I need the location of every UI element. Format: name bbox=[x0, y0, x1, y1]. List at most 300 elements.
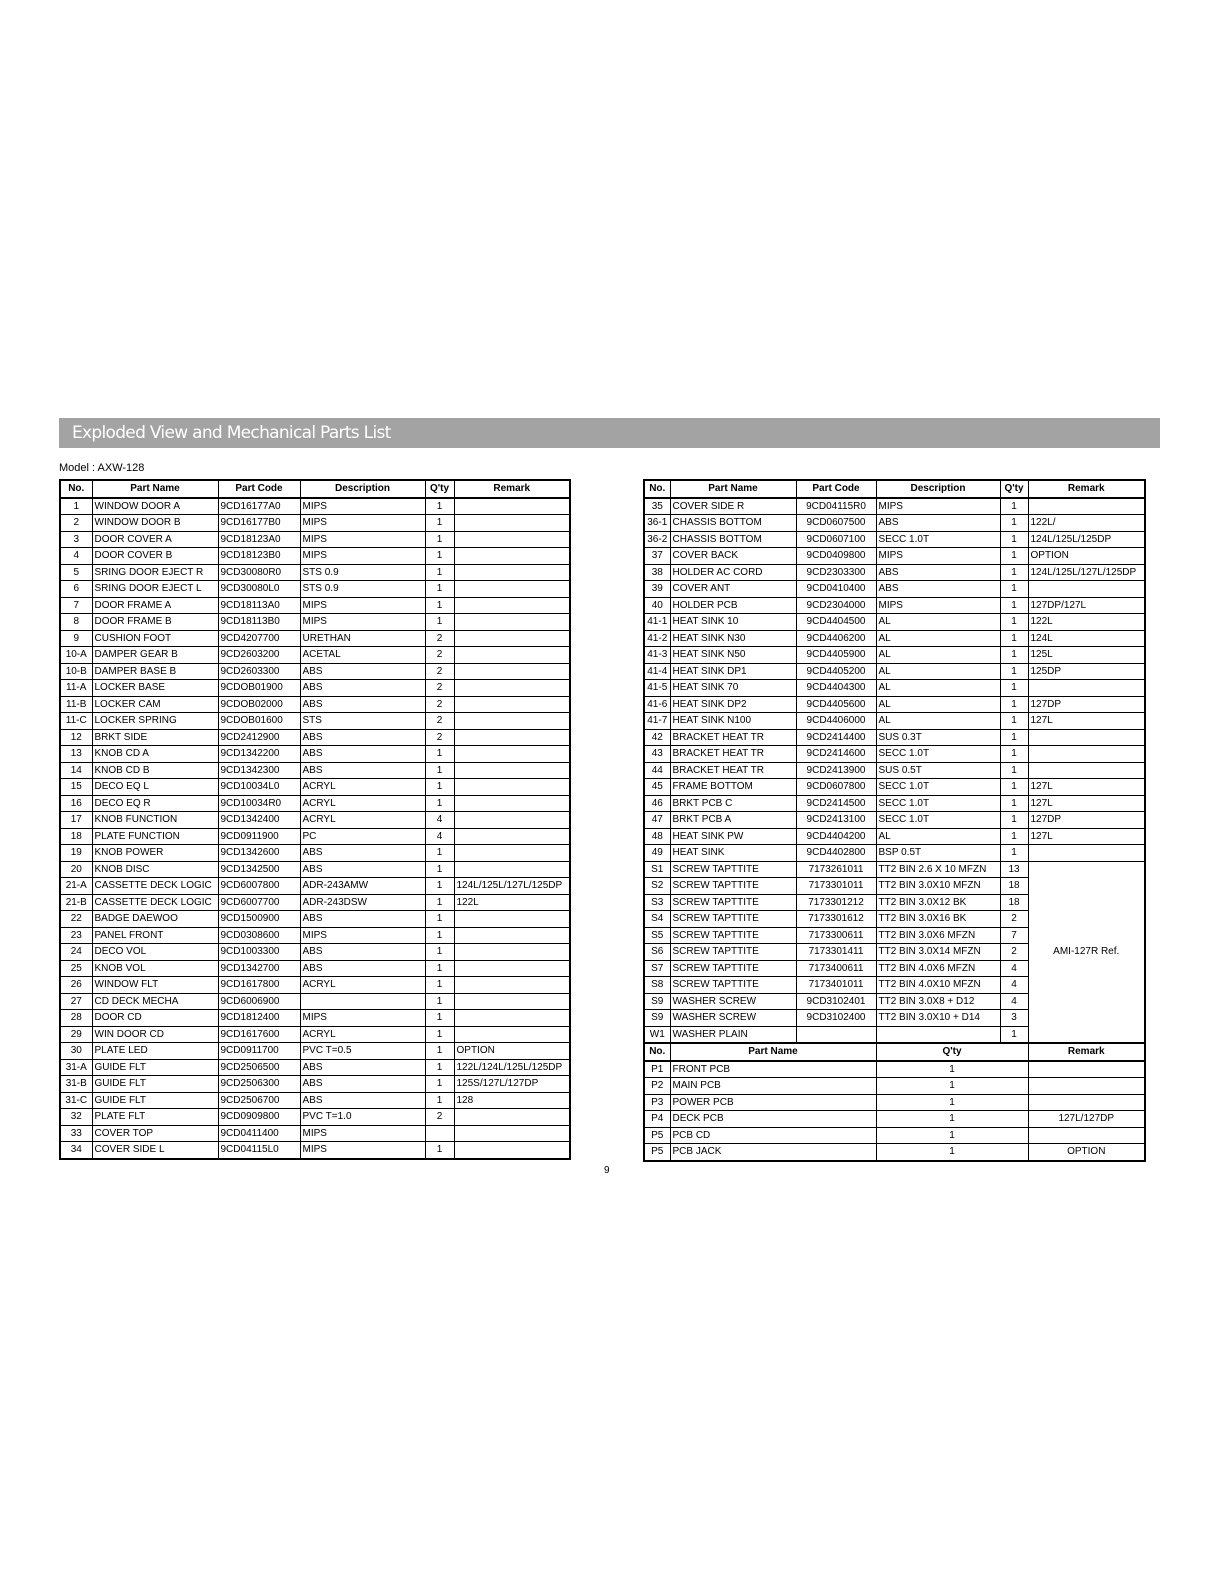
cell-remark bbox=[1028, 746, 1145, 763]
col-part-name: Part Name bbox=[670, 480, 796, 498]
cell-remark bbox=[454, 713, 570, 730]
cell-part-name: SRING DOOR EJECT R bbox=[92, 564, 218, 581]
cell-description: ABS bbox=[300, 680, 425, 697]
cell-part-name: WINDOW DOOR B bbox=[92, 515, 218, 532]
cell-qty: 4 bbox=[425, 828, 454, 845]
cell-part-code: 9CD0911900 bbox=[218, 828, 300, 845]
col-remark: Remark bbox=[1028, 480, 1145, 498]
cell-part-code: 9CD18123A0 bbox=[218, 531, 300, 548]
cell-part-name: FRAME BOTTOM bbox=[670, 779, 796, 796]
cell-no: 44 bbox=[644, 762, 670, 779]
cell-description: MIPS bbox=[300, 927, 425, 944]
cell-part-name: CHASSIS BOTTOM bbox=[670, 515, 796, 532]
cell-no: W1 bbox=[644, 1026, 670, 1043]
table-row bbox=[644, 614, 1145, 631]
cell-qty: 1 bbox=[425, 1092, 454, 1109]
cell-part-code: 9CD0410400 bbox=[796, 581, 876, 598]
cell-qty: 1 bbox=[425, 845, 454, 862]
cell-no: 24 bbox=[60, 944, 92, 961]
cell-description: ACETAL bbox=[300, 647, 425, 664]
cell-part-name: HEAT SINK DP1 bbox=[670, 663, 796, 680]
cell-description: ACRYL bbox=[300, 1026, 425, 1043]
cell-qty: 1 bbox=[1000, 581, 1028, 598]
cell-no: S9 bbox=[644, 1010, 670, 1027]
cell-no: S8 bbox=[644, 977, 670, 994]
cell-qty: 1 bbox=[425, 779, 454, 796]
cell-part-code: 9CD2304000 bbox=[796, 597, 876, 614]
cell-remark: OPTION bbox=[1028, 548, 1145, 565]
table-row bbox=[60, 515, 570, 532]
cell-qty: 1 bbox=[1000, 498, 1028, 515]
table-row bbox=[644, 498, 1145, 515]
table-row bbox=[60, 762, 570, 779]
cell-part-name: HEAT SINK DP2 bbox=[670, 696, 796, 713]
cell-part-name: SCREW TAPTTITE bbox=[670, 878, 796, 895]
cell-qty: 2 bbox=[425, 713, 454, 730]
table-row bbox=[644, 1144, 1145, 1161]
cell-remark: 127L bbox=[1028, 713, 1145, 730]
cell-part-name: DOOR CD bbox=[92, 1010, 218, 1027]
cell-part-name: WINDOW FLT bbox=[92, 977, 218, 994]
cell-remark bbox=[454, 680, 570, 697]
cell-remark bbox=[454, 696, 570, 713]
cell-part-code: 9CD04115R0 bbox=[796, 498, 876, 515]
cell-description: ABS bbox=[300, 1059, 425, 1076]
cell-part-name: SCREW TAPTTITE bbox=[670, 861, 796, 878]
cell-qty: 1 bbox=[876, 1144, 1028, 1161]
cell-part-code: 7173401011 bbox=[796, 977, 876, 994]
cell-part-code: 7173301011 bbox=[796, 878, 876, 895]
cell-part-code: 9CD0308600 bbox=[218, 927, 300, 944]
cell-remark bbox=[454, 1026, 570, 1043]
cell-part-code: 9CD4404300 bbox=[796, 680, 876, 697]
cell-no: S5 bbox=[644, 927, 670, 944]
cell-part-name: KNOB CD B bbox=[92, 762, 218, 779]
table-row bbox=[644, 1078, 1145, 1095]
cell-description: AL bbox=[876, 647, 1000, 664]
cell-remark: 124L/125L/127L/125DP bbox=[1028, 564, 1145, 581]
cell-qty: 1 bbox=[1000, 713, 1028, 730]
cell-remark bbox=[454, 630, 570, 647]
cell-description: TT2 BIN 4.0X10 MFZN bbox=[876, 977, 1000, 994]
cell-remark bbox=[454, 1109, 570, 1126]
cell-part-name: KNOB DISC bbox=[92, 861, 218, 878]
cell-no: 12 bbox=[60, 729, 92, 746]
table-row bbox=[60, 977, 570, 994]
table-row bbox=[60, 960, 570, 977]
cell-qty: 1 bbox=[1000, 597, 1028, 614]
col-part-code: Part Code bbox=[218, 480, 300, 498]
cell-remark bbox=[454, 531, 570, 548]
page-number: 9 bbox=[604, 1165, 610, 1176]
col-no: No. bbox=[644, 480, 670, 498]
col-remark: Remark bbox=[1028, 1043, 1145, 1061]
table-row bbox=[60, 828, 570, 845]
cell-no: 41-6 bbox=[644, 696, 670, 713]
cell-remark bbox=[454, 647, 570, 664]
cell-remark bbox=[1028, 581, 1145, 598]
cell-qty: 1 bbox=[425, 1043, 454, 1060]
cell-description: SUS 0.3T bbox=[876, 729, 1000, 746]
cell-remark bbox=[454, 548, 570, 565]
cell-part-code: 9CD4402800 bbox=[796, 845, 876, 862]
cell-qty: 1 bbox=[876, 1061, 1028, 1078]
cell-no: 34 bbox=[60, 1142, 92, 1159]
cell-part-code: 9CD18113A0 bbox=[218, 597, 300, 614]
cell-description: PVC T=1.0 bbox=[300, 1109, 425, 1126]
table-row bbox=[60, 663, 570, 680]
cell-description: ABS bbox=[300, 746, 425, 763]
cell-remark bbox=[454, 960, 570, 977]
cell-no: 21-B bbox=[60, 894, 92, 911]
cell-part-name: FRONT PCB bbox=[670, 1061, 876, 1078]
table-row bbox=[644, 762, 1145, 779]
cell-no: 3 bbox=[60, 531, 92, 548]
table-row bbox=[60, 779, 570, 796]
cell-remark bbox=[1028, 762, 1145, 779]
cell-qty: 1 bbox=[425, 597, 454, 614]
cell-description: ACRYL bbox=[300, 977, 425, 994]
cell-part-code: 9CD4207700 bbox=[218, 630, 300, 647]
cell-remark bbox=[1028, 1078, 1145, 1095]
cell-no: 39 bbox=[644, 581, 670, 598]
cell-qty: 18 bbox=[1000, 878, 1028, 895]
table-row bbox=[60, 630, 570, 647]
cell-description: STS bbox=[300, 713, 425, 730]
cell-qty: 1 bbox=[1000, 828, 1028, 845]
cell-qty: 1 bbox=[1000, 663, 1028, 680]
cell-description: ABS bbox=[300, 960, 425, 977]
cell-part-code: 9CD2414600 bbox=[796, 746, 876, 763]
cell-qty: 1 bbox=[1000, 812, 1028, 829]
cell-qty: 1 bbox=[425, 944, 454, 961]
col-part-name: Part Name bbox=[670, 1043, 876, 1061]
table-row bbox=[60, 1010, 570, 1027]
table-header bbox=[644, 480, 1145, 498]
cell-description: SECC 1.0T bbox=[876, 795, 1000, 812]
cell-remark bbox=[1028, 680, 1145, 697]
cell-description: TT2 BIN 3.0X12 BK bbox=[876, 894, 1000, 911]
cell-qty: 2 bbox=[425, 696, 454, 713]
parts-table-left bbox=[59, 479, 571, 1160]
cell-no: 19 bbox=[60, 845, 92, 862]
cell-remark: 127DP bbox=[1028, 812, 1145, 829]
cell-no: 10-B bbox=[60, 663, 92, 680]
cell-part-code: 9CD6007800 bbox=[218, 878, 300, 895]
cell-description bbox=[876, 1026, 1000, 1043]
table-row bbox=[60, 861, 570, 878]
table-row bbox=[60, 564, 570, 581]
cell-part-code: 9CD0607500 bbox=[796, 515, 876, 532]
cell-no: 9 bbox=[60, 630, 92, 647]
cell-description: ACRYL bbox=[300, 795, 425, 812]
cell-remark bbox=[1028, 1094, 1145, 1111]
cell-qty: 1 bbox=[1000, 729, 1028, 746]
cell-no: 22 bbox=[60, 911, 92, 928]
cell-part-name: COVER TOP bbox=[92, 1125, 218, 1142]
cell-remark bbox=[454, 927, 570, 944]
cell-part-name: WINDOW DOOR A bbox=[92, 498, 218, 515]
cell-description: ABS bbox=[300, 911, 425, 928]
cell-description bbox=[300, 993, 425, 1010]
cell-qty: 1 bbox=[425, 911, 454, 928]
cell-no: 33 bbox=[60, 1125, 92, 1142]
col-remark: Remark bbox=[454, 480, 570, 498]
cell-qty: 4 bbox=[1000, 977, 1028, 994]
cell-part-code: 9CD2413900 bbox=[796, 762, 876, 779]
cell-description: ADR-243DSW bbox=[300, 894, 425, 911]
cell-remark bbox=[454, 746, 570, 763]
table-row bbox=[644, 779, 1145, 796]
cell-description: SECC 1.0T bbox=[876, 746, 1000, 763]
cell-no: 36-1 bbox=[644, 515, 670, 532]
table-row bbox=[60, 812, 570, 829]
cell-description: AL bbox=[876, 630, 1000, 647]
cell-no: 41-2 bbox=[644, 630, 670, 647]
table-row bbox=[60, 911, 570, 928]
table-row bbox=[644, 680, 1145, 697]
cell-no: 41-7 bbox=[644, 713, 670, 730]
cell-part-name: WASHER SCREW bbox=[670, 993, 796, 1010]
cell-part-code: 9CDOB01900 bbox=[218, 680, 300, 697]
cell-remark: 125L bbox=[1028, 647, 1145, 664]
table-row bbox=[60, 795, 570, 812]
cell-part-name: BRACKET HEAT TR bbox=[670, 729, 796, 746]
cell-no: S6 bbox=[644, 944, 670, 961]
cell-part-code: 7173300611 bbox=[796, 927, 876, 944]
table-row bbox=[644, 812, 1145, 829]
cell-part-code: 9CD4405200 bbox=[796, 663, 876, 680]
cell-no: 11-C bbox=[60, 713, 92, 730]
table-row bbox=[644, 597, 1145, 614]
cell-description: TT2 BIN 3.0X8 + D12 bbox=[876, 993, 1000, 1010]
table-row bbox=[60, 746, 570, 763]
cell-description: MIPS bbox=[300, 1125, 425, 1142]
cell-no: 18 bbox=[60, 828, 92, 845]
table-row bbox=[60, 1059, 570, 1076]
cell-part-name: GUIDE FLT bbox=[92, 1076, 218, 1093]
pcb-header bbox=[644, 1043, 1145, 1061]
table-row bbox=[644, 845, 1145, 862]
cell-qty: 2 bbox=[425, 630, 454, 647]
cell-qty: 1 bbox=[425, 993, 454, 1010]
cell-qty bbox=[425, 1125, 454, 1142]
cell-description: PC bbox=[300, 828, 425, 845]
cell-part-name: CASSETTE DECK LOGIC bbox=[92, 878, 218, 895]
cell-remark bbox=[1028, 1061, 1145, 1078]
table-header bbox=[60, 480, 570, 498]
cell-remark: 124L/125L/127L/125DP bbox=[454, 878, 570, 895]
table-row bbox=[644, 1061, 1145, 1078]
table-row bbox=[60, 548, 570, 565]
cell-part-name: DOOR FRAME B bbox=[92, 614, 218, 631]
cell-remark: OPTION bbox=[454, 1043, 570, 1060]
cell-qty: 1 bbox=[1000, 779, 1028, 796]
cell-qty: 4 bbox=[1000, 960, 1028, 977]
cell-qty: 1 bbox=[425, 746, 454, 763]
cell-remark: 127L bbox=[1028, 795, 1145, 812]
cell-remark: OPTION bbox=[1028, 1144, 1145, 1161]
cell-remark bbox=[454, 597, 570, 614]
cell-remark bbox=[454, 993, 570, 1010]
cell-description: ACRYL bbox=[300, 779, 425, 796]
cell-part-name: WASHER PLAIN bbox=[670, 1026, 796, 1043]
col-part-code: Part Code bbox=[796, 480, 876, 498]
cell-qty: 1 bbox=[425, 795, 454, 812]
cell-remark bbox=[454, 861, 570, 878]
table-row bbox=[644, 1111, 1145, 1128]
cell-no: 6 bbox=[60, 581, 92, 598]
cell-description: ABS bbox=[300, 944, 425, 961]
cell-part-name: KNOB CD A bbox=[92, 746, 218, 763]
cell-part-code: 9CD2303300 bbox=[796, 564, 876, 581]
cell-no: 43 bbox=[644, 746, 670, 763]
cell-remark bbox=[454, 977, 570, 994]
cell-part-code: 9CD1342600 bbox=[218, 845, 300, 862]
cell-description: MIPS bbox=[300, 531, 425, 548]
cell-description: ABS bbox=[300, 1076, 425, 1093]
cell-part-name: BRACKET HEAT TR bbox=[670, 762, 796, 779]
cell-description: ABS bbox=[300, 663, 425, 680]
cell-part-name: KNOB POWER bbox=[92, 845, 218, 862]
cell-part-name: BADGE DAEWOO bbox=[92, 911, 218, 928]
col-no: No. bbox=[60, 480, 92, 498]
cell-part-code: 7173261011 bbox=[796, 861, 876, 878]
cell-no: 5 bbox=[60, 564, 92, 581]
cell-qty: 18 bbox=[1000, 894, 1028, 911]
cell-description: ABS bbox=[300, 845, 425, 862]
cell-remark: 127DP bbox=[1028, 696, 1145, 713]
cell-qty: 1 bbox=[425, 614, 454, 631]
cell-no: 31-A bbox=[60, 1059, 92, 1076]
cell-part-name: DECK PCB bbox=[670, 1111, 876, 1128]
cell-description: MIPS bbox=[300, 597, 425, 614]
cell-qty: 1 bbox=[425, 564, 454, 581]
table-row bbox=[644, 828, 1145, 845]
cell-part-code: 7173301212 bbox=[796, 894, 876, 911]
col-part-name: Part Name bbox=[92, 480, 218, 498]
cell-qty: 4 bbox=[425, 812, 454, 829]
cell-remark: 122L/ bbox=[1028, 515, 1145, 532]
cell-description: SUS 0.5T bbox=[876, 762, 1000, 779]
cell-qty: 13 bbox=[1000, 861, 1028, 878]
cell-part-name: LOCKER SPRING bbox=[92, 713, 218, 730]
cell-remark: 124L bbox=[1028, 630, 1145, 647]
cell-part-name: CUSHION FOOT bbox=[92, 630, 218, 647]
cell-part-code: 9CD4405600 bbox=[796, 696, 876, 713]
cell-qty: 1 bbox=[425, 498, 454, 515]
cell-remark bbox=[454, 795, 570, 812]
cell-qty: 1 bbox=[425, 878, 454, 895]
cell-part-name: DECO EQ R bbox=[92, 795, 218, 812]
cell-description: PVC T=0.5 bbox=[300, 1043, 425, 1060]
cell-part-name: GUIDE FLT bbox=[92, 1059, 218, 1076]
cell-part-name: PANEL FRONT bbox=[92, 927, 218, 944]
table-row bbox=[60, 845, 570, 862]
cell-part-code: 9CD3102400 bbox=[796, 1010, 876, 1027]
cell-no: 41-1 bbox=[644, 614, 670, 631]
cell-part-name: BRKT PCB C bbox=[670, 795, 796, 812]
cell-description: TT2 BIN 3.0X14 MFZN bbox=[876, 944, 1000, 961]
table-row bbox=[644, 795, 1145, 812]
cell-remark bbox=[454, 845, 570, 862]
cell-remark bbox=[454, 515, 570, 532]
cell-remark bbox=[454, 729, 570, 746]
cell-part-name: HEAT SINK N50 bbox=[670, 647, 796, 664]
cell-part-name: DAMPER BASE B bbox=[92, 663, 218, 680]
cell-no: 49 bbox=[644, 845, 670, 862]
cell-qty: 1 bbox=[876, 1078, 1028, 1095]
cell-part-code: 9CD4404500 bbox=[796, 614, 876, 631]
cell-description: TT2 BIN 3.0X10 MFZN bbox=[876, 878, 1000, 895]
cell-no: S1 bbox=[644, 861, 670, 878]
col-qty: Q'ty bbox=[876, 1043, 1028, 1061]
cell-no: 16 bbox=[60, 795, 92, 812]
cell-description: ADR-243AMW bbox=[300, 878, 425, 895]
cell-part-name: DOOR COVER A bbox=[92, 531, 218, 548]
cell-qty: 2 bbox=[425, 663, 454, 680]
cell-remark: 122L/124L/125L/125DP bbox=[454, 1059, 570, 1076]
cell-part-name: SCREW TAPTTITE bbox=[670, 894, 796, 911]
cell-part-code: 9CD18123B0 bbox=[218, 548, 300, 565]
cell-qty: 1 bbox=[1000, 515, 1028, 532]
col-description: Description bbox=[300, 480, 425, 498]
cell-no: 4 bbox=[60, 548, 92, 565]
cell-part-code: 9CD2506500 bbox=[218, 1059, 300, 1076]
cell-description: ABS bbox=[300, 696, 425, 713]
cell-remark: 128 bbox=[454, 1092, 570, 1109]
cell-description: STS 0.9 bbox=[300, 564, 425, 581]
table-row bbox=[60, 1043, 570, 1060]
table-row bbox=[60, 713, 570, 730]
cell-part-name: CHASSIS BOTTOM bbox=[670, 531, 796, 548]
table-row bbox=[60, 696, 570, 713]
cell-description: AL bbox=[876, 614, 1000, 631]
cell-part-code: 9CD2414500 bbox=[796, 795, 876, 812]
cell-qty: 1 bbox=[1000, 647, 1028, 664]
cell-part-name: DAMPER GEAR B bbox=[92, 647, 218, 664]
cell-no: P1 bbox=[644, 1061, 670, 1078]
cell-qty: 1 bbox=[425, 1142, 454, 1159]
cell-remark bbox=[454, 581, 570, 598]
cell-qty: 1 bbox=[1000, 548, 1028, 565]
cell-qty: 1 bbox=[425, 1076, 454, 1093]
cell-qty: 1 bbox=[1000, 614, 1028, 631]
cell-part-code: 9CD2412900 bbox=[218, 729, 300, 746]
cell-no: 26 bbox=[60, 977, 92, 994]
cell-part-code: 9CD0607800 bbox=[796, 779, 876, 796]
cell-part-name: PCB JACK bbox=[670, 1144, 876, 1161]
cell-no: 31-B bbox=[60, 1076, 92, 1093]
table-row bbox=[644, 548, 1145, 565]
cell-remark: 127DP/127L bbox=[1028, 597, 1145, 614]
cell-no: 10-A bbox=[60, 647, 92, 664]
cell-qty: 2 bbox=[1000, 911, 1028, 928]
table-row bbox=[644, 746, 1145, 763]
cell-part-name: WIN DOOR CD bbox=[92, 1026, 218, 1043]
cell-remark: 127L bbox=[1028, 779, 1145, 796]
cell-description: URETHAN bbox=[300, 630, 425, 647]
cell-description: ABS bbox=[876, 581, 1000, 598]
cell-part-name: DECO VOL bbox=[92, 944, 218, 961]
cell-remark: 122L bbox=[454, 894, 570, 911]
table-row bbox=[60, 1076, 570, 1093]
cell-no: 7 bbox=[60, 597, 92, 614]
cell-part-code: 9CD1342200 bbox=[218, 746, 300, 763]
cell-part-code: 9CD0911700 bbox=[218, 1043, 300, 1060]
table-row bbox=[644, 713, 1145, 730]
cell-part-code: 9CD6007700 bbox=[218, 894, 300, 911]
